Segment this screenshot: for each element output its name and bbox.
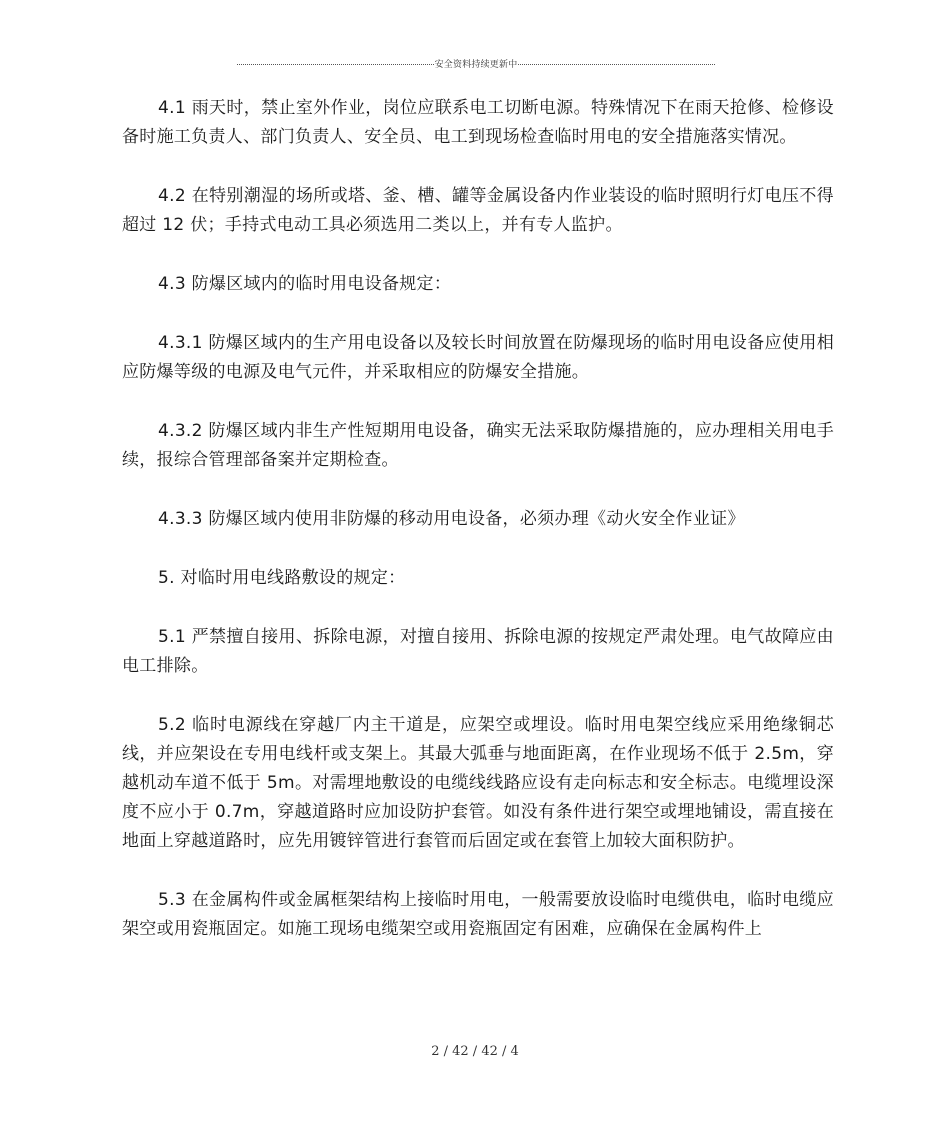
- document-body: [122, 94, 834, 974]
- paragraph-5: 5. 对临时用电线路敷设的规定：: [158, 568, 406, 588]
- page-number: 2 / 42 / 42 / 4: [431, 1044, 519, 1059]
- header-text: 安全资料持续更新中: [434, 59, 518, 70]
- paragraph-4-3: 4.3 防爆区域内的临时用电设备规定：: [158, 274, 452, 294]
- paragraph-4-2: 4.2 在特别潮湿的场所或塔、釜、槽、罐等金属设备内作业装设的临时照明行灯电压不得超过 12 伏；手持式电动工具必须选用二类以上，并有专人监护。: [122, 186, 834, 235]
- paragraph-5-2: 5.2 临时电源线在穿越厂内主干道是，应架空或埋设。临时用电架空线应采用绝缘铜芯线，并应架设在专用电线杆或支架上。其最大弧垂与地面距离，在作业现场不低于 2.5m，穿越机动车道不低于 5m。对需埋地敷设的电缆线线路应设有走向标志和安全标志。电缆埋设深度不应小于 0.7m，穿越道路时应加设防护套管。如没有条件进行架空或埋地铺设，需直接在地面上穿越道路时，应先用镀锌管进行套管而后固定或在套管上加较大面积防护。: [122, 715, 834, 851]
- paragraph-5-1: 5.1 严禁擅自接用、拆除电源，对擅自接用、拆除电源的按规定严肃处理。电气故障应由电工排除。: [122, 627, 834, 676]
- paragraph-5-3: 5.3 在金属构件或金属框架结构上接临时用电，一般需要放设临时电缆供电，临时电缆应架空或用瓷瓶固定。如施工现场电缆架空或用瓷瓶固定有困难，应确保在金属构件上: [122, 890, 834, 939]
- paragraph-4-3-1: 4.3.1 防爆区域内的生产用电设备以及较长时间放置在防爆现场的临时用电设备应使用相应防爆等级的电源及电气元件，并采取相应的防爆安全措施。: [122, 333, 834, 382]
- paragraph-4-1: 4.1 雨天时，禁止室外作业，岗位应联系电工切断电源。特殊情况下在雨天抢修、检修设备时施工负责人、部门负责人、安全员、电工到现场检查临时用电的安全措施落实情况。: [122, 98, 834, 147]
- header-dotted-leader-right: [518, 64, 715, 65]
- page-header: [237, 56, 715, 70]
- paragraph-4-3-3: 4.3.3 防爆区域内使用非防爆的移动用电设备，必须办理《动火安全作业证》: [158, 509, 745, 529]
- paragraph-4-3-2: 4.3.2 防爆区域内非生产性短期用电设备，确实无法采取防爆措施的，应办理相关用电手续，报综合管理部备案并定期检查。: [122, 421, 834, 470]
- header-dotted-leader-left: [237, 64, 434, 65]
